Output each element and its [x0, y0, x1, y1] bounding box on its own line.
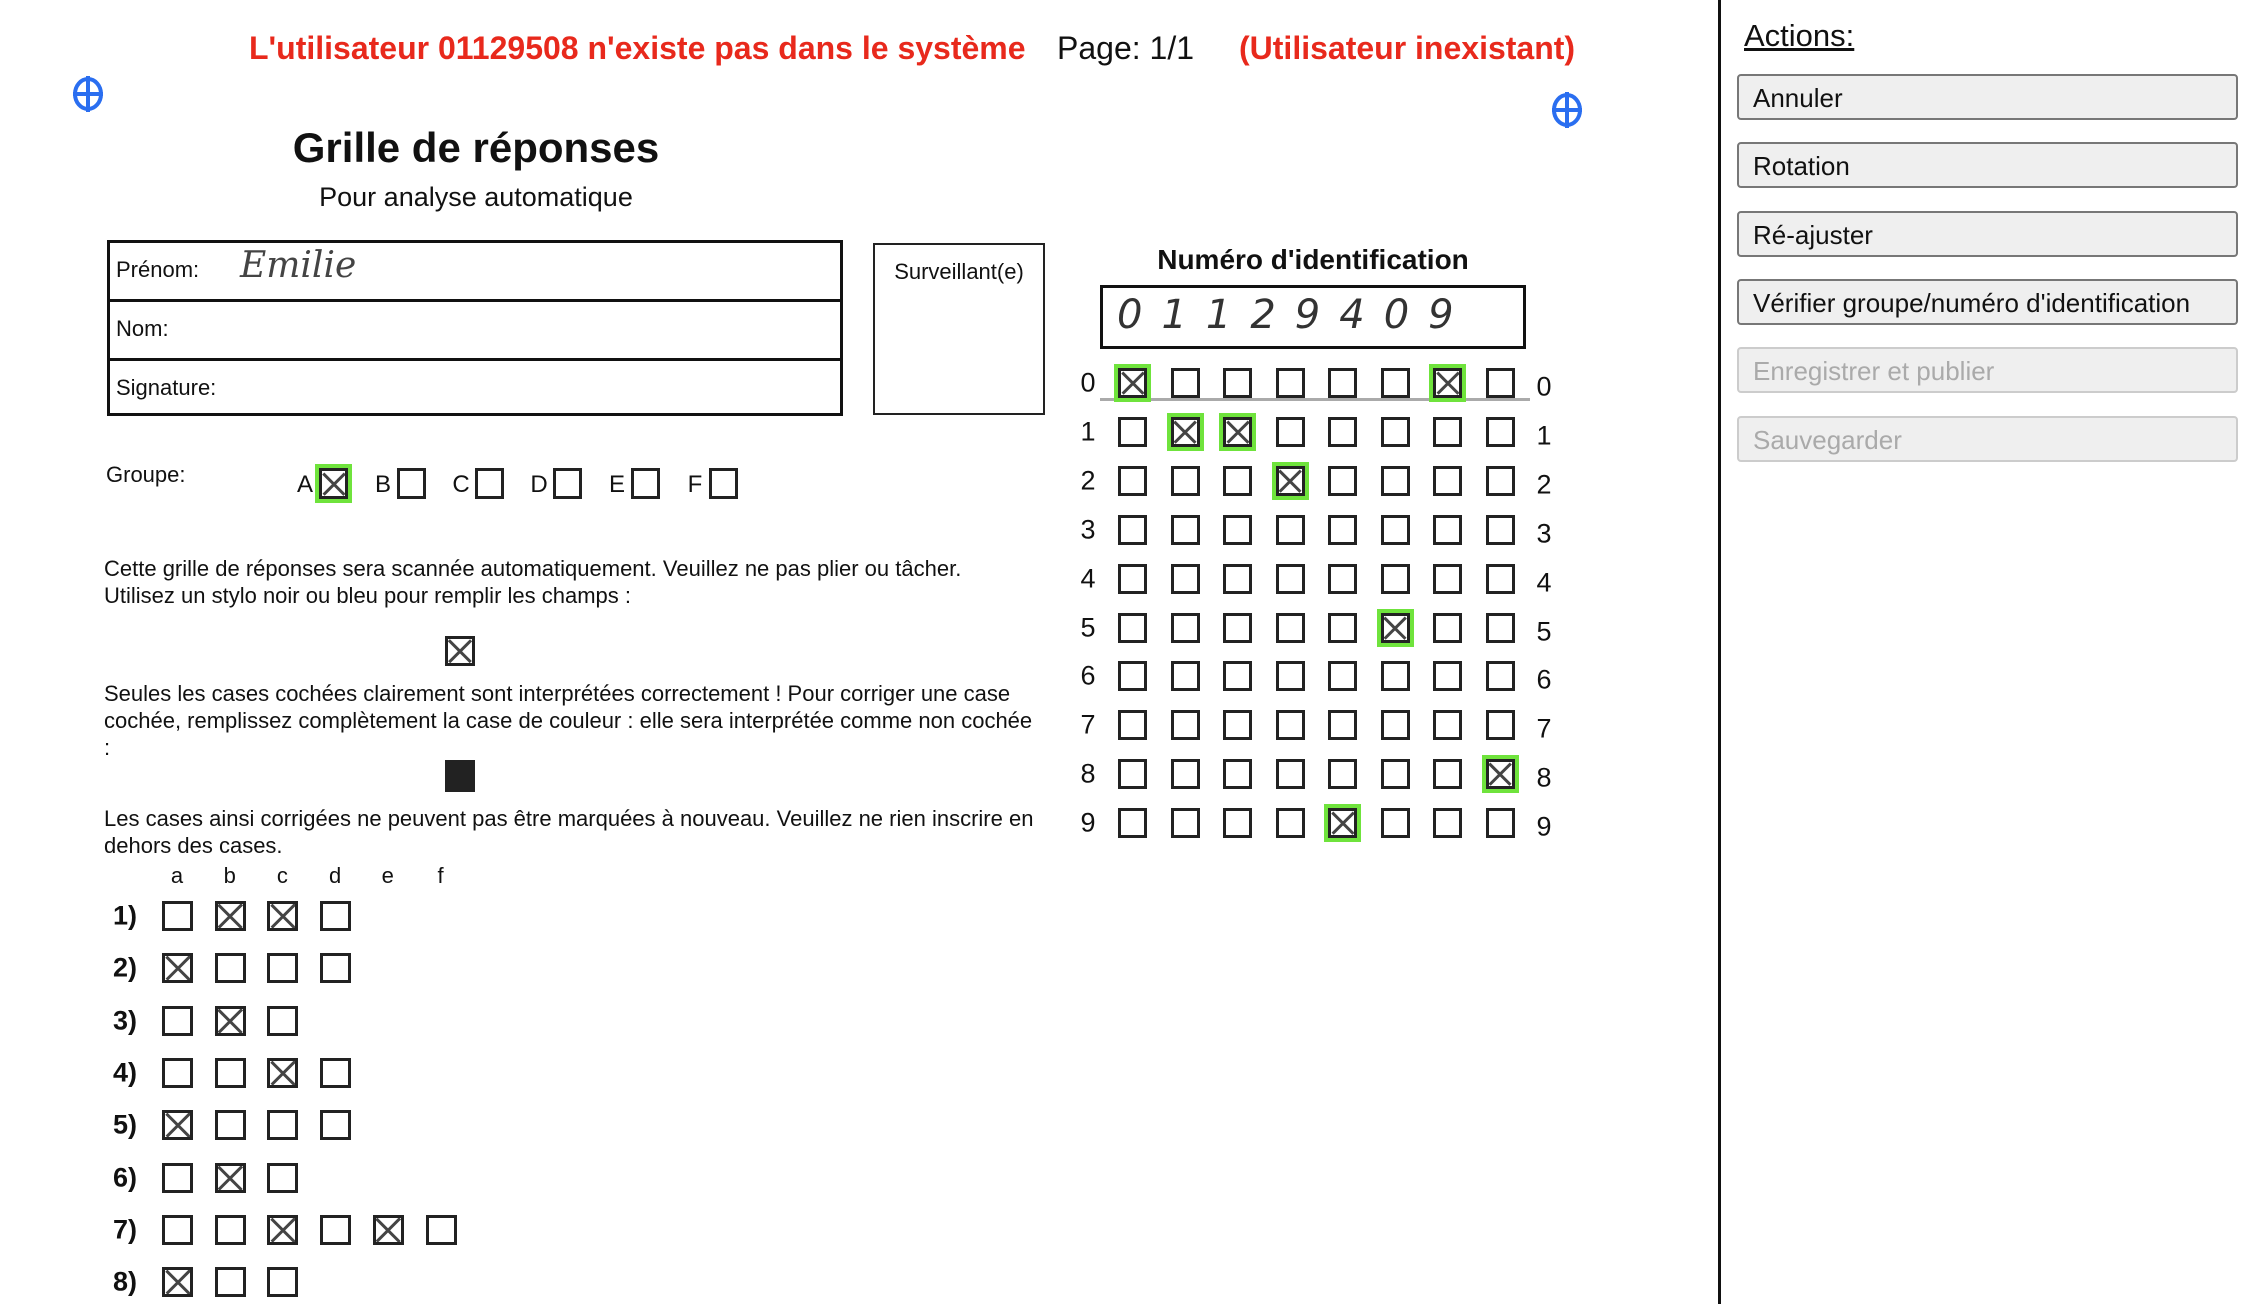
- id-digit-checkbox[interactable]: [1276, 710, 1305, 740]
- last-name-row: [110, 302, 840, 361]
- id-digit-checkbox[interactable]: [1171, 613, 1200, 643]
- group-option-label: D: [530, 471, 548, 498]
- answer-checkbox[interactable]: [162, 953, 193, 983]
- question-number: 8): [112, 1266, 137, 1297]
- id-digit-checkbox[interactable]: [1381, 564, 1410, 594]
- id-digit-checkbox[interactable]: [1328, 759, 1357, 789]
- signature-label: Signature:: [116, 375, 217, 400]
- answer-checkbox[interactable]: [162, 901, 193, 931]
- answer-checkbox[interactable]: [320, 953, 351, 983]
- first-name-value: Emilie: [240, 245, 357, 286]
- answer-checkbox[interactable]: [215, 1215, 246, 1245]
- id-digit-checkbox[interactable]: [1486, 515, 1515, 545]
- id-digit-checkbox[interactable]: [1118, 417, 1147, 447]
- id-digit-checkbox[interactable]: [1223, 808, 1252, 838]
- answer-checkbox[interactable]: [162, 1058, 193, 1088]
- id-digit-checkbox[interactable]: [1223, 564, 1252, 594]
- group-option-label: B: [374, 471, 392, 498]
- id-digit-checkbox[interactable]: [1381, 710, 1410, 740]
- question-number: 5): [112, 1109, 137, 1140]
- id-digit-checkbox[interactable]: [1171, 808, 1200, 838]
- id-digit-checkbox[interactable]: [1223, 759, 1252, 789]
- id-digit-checkbox[interactable]: [1223, 466, 1252, 496]
- id-digit-checkbox[interactable]: [1433, 417, 1462, 447]
- id-row-label-right: 0: [1536, 371, 1552, 402]
- group-option-label: A: [296, 471, 314, 498]
- id-digit-checkbox[interactable]: [1276, 808, 1305, 838]
- id-digit-checkbox[interactable]: [1223, 661, 1252, 691]
- id-digit-checkbox[interactable]: [1381, 515, 1410, 545]
- answer-checkbox[interactable]: [320, 1110, 351, 1140]
- id-row-label-right: 1: [1536, 420, 1552, 451]
- id-digit-checkbox[interactable]: [1328, 808, 1357, 838]
- instructions-paragraph-1: Cette grille de réponses sera scannée automatiquement. Veuillez ne pas plier ou tâcher. Utilisez un stylo noir ou bleu pour remplir les champs :: [104, 556, 962, 608]
- last-name-label: Nom:: [116, 316, 169, 341]
- answer-checkbox[interactable]: [215, 953, 246, 983]
- id-digit-checkbox[interactable]: [1276, 515, 1305, 545]
- sheet-title: Grille de réponses: [292, 124, 660, 171]
- answer-checkbox[interactable]: [267, 901, 298, 931]
- id-digit-checkbox[interactable]: [1328, 710, 1357, 740]
- answer-column-header: a: [170, 863, 184, 888]
- action-button-sauvegarder[interactable]: Sauvegarder: [1737, 416, 2238, 462]
- id-digit-checkbox[interactable]: [1328, 466, 1357, 496]
- id-row-label-right: 6: [1536, 664, 1552, 695]
- question-number: 3): [112, 1005, 137, 1036]
- action-button-enregistrer-et-publier[interactable]: Enregistrer et publier: [1737, 347, 2238, 393]
- action-button-verifier-groupe-numero-d-identification[interactable]: Vérifier groupe/numéro d'identification: [1737, 279, 2238, 325]
- id-digit-checkbox[interactable]: [1276, 368, 1305, 398]
- id-digit-checkbox[interactable]: [1433, 515, 1462, 545]
- first-name-row: [110, 243, 840, 302]
- id-digit-checkbox[interactable]: [1433, 759, 1462, 789]
- answer-checkbox[interactable]: [267, 1163, 298, 1193]
- id-row-label-right: 2: [1536, 469, 1552, 500]
- answer-checkbox[interactable]: [267, 1006, 298, 1036]
- id-row-label-right: 5: [1536, 616, 1552, 646]
- answer-column-header: d: [328, 863, 342, 888]
- group-checkbox-a[interactable]: [319, 468, 348, 499]
- id-digit-checkbox[interactable]: [1223, 417, 1252, 447]
- question-number: 7): [112, 1214, 137, 1245]
- id-row-label-left: 5: [1080, 612, 1096, 642]
- answer-checkbox[interactable]: [267, 1267, 298, 1297]
- id-digit-checkbox[interactable]: [1433, 710, 1462, 740]
- question-number: 6): [112, 1162, 137, 1192]
- id-digit-checkbox[interactable]: [1381, 368, 1410, 398]
- group-option-label: F: [687, 471, 703, 498]
- id-digit-checkbox[interactable]: [1276, 759, 1305, 789]
- id-digit-checkbox[interactable]: [1276, 613, 1305, 643]
- first-name-label: Prénom:: [116, 257, 200, 282]
- id-handwritten-value: 01129409: [1117, 292, 1473, 338]
- id-digit-checkbox[interactable]: [1486, 417, 1515, 447]
- id-row-label-left: 2: [1080, 465, 1096, 496]
- id-digit-checkbox[interactable]: [1171, 515, 1200, 545]
- id-row-label-right: 4: [1536, 567, 1552, 598]
- group-option-label: E: [608, 471, 626, 498]
- id-digit-checkbox[interactable]: [1381, 808, 1410, 838]
- group-checkbox-f[interactable]: [709, 468, 738, 499]
- id-digit-checkbox[interactable]: [1118, 710, 1147, 740]
- crosshair-icon[interactable]: [71, 74, 105, 114]
- id-digit-checkbox[interactable]: [1433, 564, 1462, 594]
- id-handwritten-box: [1100, 285, 1526, 349]
- answer-checkbox[interactable]: [267, 1058, 298, 1088]
- id-digit-checkbox[interactable]: [1223, 613, 1252, 643]
- answer-checkbox[interactable]: [215, 1163, 246, 1193]
- answer-checkbox[interactable]: [215, 1110, 246, 1140]
- question-number: 1): [112, 900, 137, 931]
- id-row-label-left: 6: [1080, 660, 1096, 691]
- answer-checkbox[interactable]: [320, 901, 351, 931]
- id-digit-checkbox[interactable]: [1276, 661, 1305, 691]
- id-digit-checkbox[interactable]: [1118, 613, 1147, 643]
- actions-title: Actions:: [1744, 18, 1855, 53]
- id-digit-checkbox[interactable]: [1433, 368, 1462, 398]
- instructions-paragraph-2: Seules les cases cochées clairement sont interprétées correctement ! Pour corriger une case cochée, remplissez complètement la case de couleur : elle sera interprétée comme non cochée :: [104, 681, 1033, 760]
- signature-row: [110, 361, 840, 417]
- id-digit-checkbox[interactable]: [1118, 661, 1147, 691]
- answer-checkbox[interactable]: [320, 1215, 351, 1245]
- action-button-annuler[interactable]: Annuler: [1737, 74, 2238, 120]
- id-digit-checkbox[interactable]: [1381, 417, 1410, 447]
- id-digit-checkbox[interactable]: [1223, 710, 1252, 740]
- id-digit-checkbox[interactable]: [1171, 564, 1200, 594]
- id-row-label-right: 9: [1536, 811, 1552, 842]
- answer-checkbox[interactable]: [162, 1163, 193, 1193]
- page-indicator: Page: 1/1: [1057, 30, 1194, 66]
- id-row-label-left: 7: [1080, 709, 1096, 740]
- crosshair-icon[interactable]: [1550, 90, 1584, 130]
- id-digit-checkbox[interactable]: [1433, 613, 1462, 643]
- id-digit-checkbox[interactable]: [1276, 466, 1305, 496]
- id-row-label-right: 8: [1536, 762, 1552, 793]
- group-checkbox-c[interactable]: [475, 468, 504, 499]
- action-button-re-ajuster[interactable]: Ré-ajuster: [1737, 211, 2238, 257]
- id-digit-checkbox[interactable]: [1276, 564, 1305, 594]
- group-option-label: C: [452, 471, 470, 498]
- answer-column-header: f: [437, 863, 444, 888]
- id-digit-checkbox[interactable]: [1328, 368, 1357, 398]
- answer-checkbox[interactable]: [215, 1267, 246, 1297]
- answer-checkbox[interactable]: [320, 1058, 351, 1088]
- id-digit-checkbox[interactable]: [1118, 808, 1147, 838]
- id-digit-checkbox[interactable]: [1486, 710, 1515, 740]
- id-digit-checkbox[interactable]: [1328, 613, 1357, 643]
- id-digit-checkbox[interactable]: [1118, 466, 1147, 496]
- answer-checkbox[interactable]: [215, 1058, 246, 1088]
- sheet-subtitle: Pour analyse automatique: [319, 182, 633, 212]
- id-digit-checkbox[interactable]: [1381, 661, 1410, 691]
- answer-checkbox[interactable]: [267, 953, 298, 983]
- group-label: Groupe:: [106, 462, 186, 487]
- id-row-label-left: 9: [1080, 807, 1096, 838]
- group-checkbox-b[interactable]: [397, 468, 426, 499]
- id-row-label-left: 4: [1080, 563, 1096, 594]
- id-digit-checkbox[interactable]: [1381, 613, 1410, 643]
- id-digit-checkbox[interactable]: [1486, 368, 1515, 398]
- instructions-paragraph-3: Les cases ainsi corrigées ne peuvent pas être marquées à nouveau. Veuillez ne rien inscrire en dehors des cases.: [104, 806, 1034, 858]
- answer-checkbox[interactable]: [215, 1006, 246, 1036]
- id-row-label-right: 7: [1536, 713, 1552, 744]
- id-digit-checkbox[interactable]: [1118, 368, 1147, 398]
- id-digit-checkbox[interactable]: [1328, 564, 1357, 594]
- answer-checkbox[interactable]: [162, 1215, 193, 1245]
- action-button-rotation[interactable]: Rotation: [1737, 142, 2238, 188]
- answer-column-header: c: [276, 863, 288, 888]
- id-digit-checkbox[interactable]: [1276, 417, 1305, 447]
- id-row-label-left: 1: [1080, 416, 1096, 447]
- id-digit-checkbox[interactable]: [1171, 759, 1200, 789]
- answer-checkbox[interactable]: [426, 1215, 457, 1245]
- id-row-label-left: 3: [1080, 514, 1096, 545]
- status-label: (Utilisateur inexistant): [1239, 30, 1576, 66]
- answer-checkbox[interactable]: [267, 1215, 298, 1245]
- scan-line: [1100, 398, 1530, 401]
- answer-checkbox[interactable]: [215, 901, 246, 931]
- id-title: Numéro d'identification: [1157, 244, 1469, 275]
- id-digit-checkbox[interactable]: [1171, 417, 1200, 447]
- answer-column-header: e: [381, 863, 394, 888]
- id-digit-checkbox[interactable]: [1486, 613, 1515, 643]
- example-filled-box: [445, 760, 475, 792]
- answer-checkbox[interactable]: [162, 1006, 193, 1036]
- id-digit-checkbox[interactable]: [1486, 466, 1515, 496]
- panel-divider: [1718, 0, 1721, 1304]
- id-digit-checkbox[interactable]: [1486, 808, 1515, 838]
- id-digit-checkbox[interactable]: [1433, 466, 1462, 496]
- name-fields-box: [107, 240, 843, 416]
- id-row-label-right: 3: [1536, 518, 1552, 549]
- id-row-label-left: 0: [1080, 367, 1096, 398]
- id-digit-checkbox[interactable]: [1486, 661, 1515, 691]
- group-checkbox-d[interactable]: [553, 468, 582, 499]
- answer-column-header: b: [223, 863, 236, 888]
- id-digit-checkbox[interactable]: [1486, 564, 1515, 594]
- answer-checkbox[interactable]: [267, 1110, 298, 1140]
- id-digit-checkbox[interactable]: [1223, 515, 1252, 545]
- group-checkbox-e[interactable]: [631, 468, 660, 499]
- id-row-label-left: 8: [1080, 758, 1096, 789]
- id-digit-checkbox[interactable]: [1486, 759, 1515, 789]
- id-digit-checkbox[interactable]: [1118, 564, 1147, 594]
- id-digit-checkbox[interactable]: [1328, 661, 1357, 691]
- id-digit-checkbox[interactable]: [1223, 368, 1252, 398]
- answer-checkbox[interactable]: [162, 1110, 193, 1140]
- example-checked-box: [445, 636, 475, 666]
- question-number: 2): [112, 952, 137, 983]
- supervisor-box: [873, 243, 1045, 415]
- error-message: L'utilisateur 01129508 n'existe pas dans le système: [249, 30, 1026, 66]
- id-digit-checkbox[interactable]: [1328, 515, 1357, 545]
- question-number: 4): [112, 1057, 137, 1088]
- id-digit-checkbox[interactable]: [1171, 368, 1200, 398]
- id-digit-checkbox[interactable]: [1171, 466, 1200, 496]
- id-digit-checkbox[interactable]: [1381, 466, 1410, 496]
- answer-checkbox[interactable]: [373, 1215, 404, 1245]
- id-digit-checkbox[interactable]: [1171, 710, 1200, 740]
- supervisor-label: Surveillant(e): [894, 259, 1024, 284]
- id-digit-checkbox[interactable]: [1171, 661, 1200, 691]
- id-digit-checkbox[interactable]: [1433, 661, 1462, 691]
- id-digit-checkbox[interactable]: [1328, 417, 1357, 447]
- answer-checkbox[interactable]: [162, 1267, 193, 1297]
- id-digit-checkbox[interactable]: [1381, 759, 1410, 789]
- id-digit-checkbox[interactable]: [1118, 759, 1147, 789]
- id-digit-checkbox[interactable]: [1118, 515, 1147, 545]
- id-digit-checkbox[interactable]: [1433, 808, 1462, 838]
